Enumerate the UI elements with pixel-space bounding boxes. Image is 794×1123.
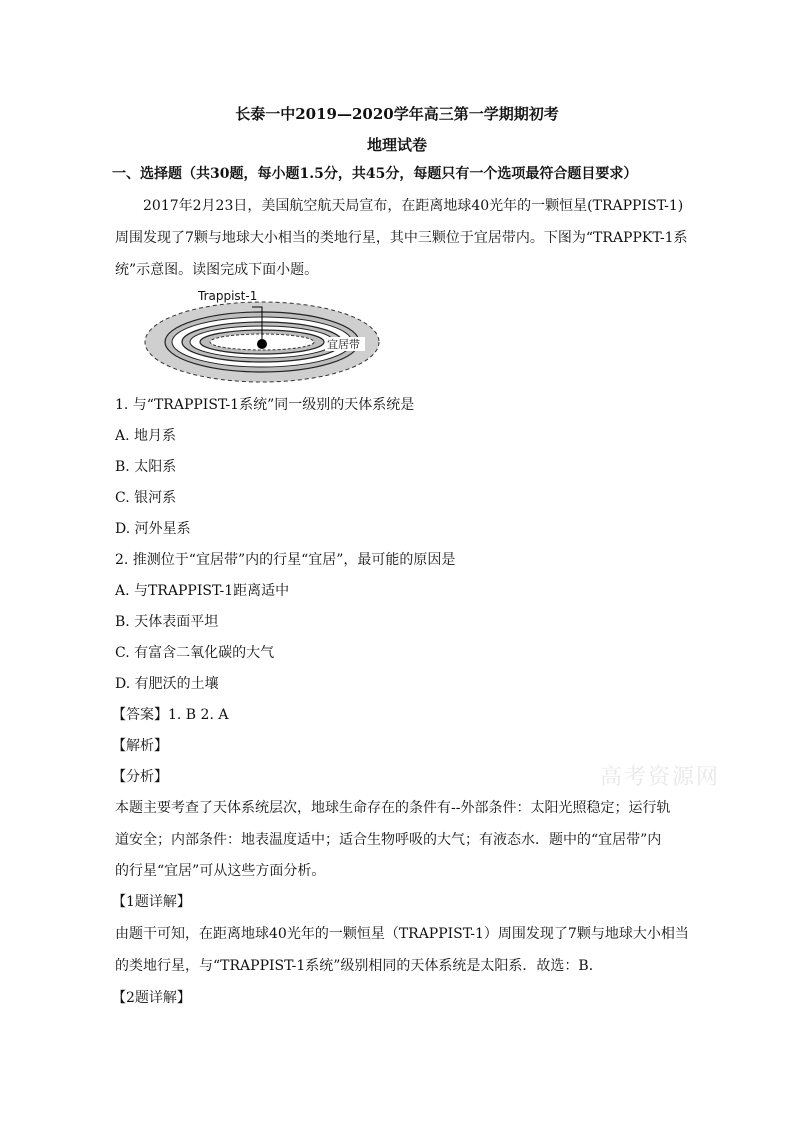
q2-stem: 2. 推测位于“宜居带”内的行星“宜居”，最可能的原因是 <box>115 552 456 568</box>
detail2-heading: 【2题详解】 <box>112 990 191 1006</box>
q1-stem: 1. 与“TRAPPIST-1系统”同一级别的天体系统是 <box>115 397 415 413</box>
answer-line: 【答案】1. B 2. A <box>112 707 229 723</box>
q1-option-b: B. 太阳系 <box>115 459 177 475</box>
q2-option-d: D. 有肥沃的土壤 <box>115 676 219 692</box>
section-heading: 一、选择题（共30题，每小题1.5分，共45分，每题只有一个选项最符合题目要求） <box>112 166 638 182</box>
passage-line-3: 统”示意图。读图完成下面小题。 <box>115 262 319 278</box>
q1-option-a: A. 地月系 <box>115 428 177 444</box>
habitable-zone-label: 宜居带 <box>327 338 360 351</box>
passage-line-2: 周围发现了7颗与地球大小相当的类地行星，其中三颗位于宜居带内。下图为“TRAPPKT-1系 <box>115 230 688 246</box>
q2-option-a: A. 与TRAPPIST-1距离适中 <box>115 583 290 599</box>
fenxi-heading: 【分析】 <box>112 769 168 785</box>
exam-title: 长泰一中2019—2020学年高三第一学期期初考 <box>235 105 559 123</box>
exam-subtitle: 地理试卷 <box>366 136 427 154</box>
passage-line-1: 2017年2月23日，美国航空航天局宣布，在距离地球40光年的一颗恒星(TRAPPIST-1) <box>143 198 684 214</box>
analysis-line-1: 本题主要考查了天体系统层次，地球生命存在的条件有--外部条件：太阳光照稳定；运行轨 <box>115 800 671 816</box>
trappist-diagram <box>140 285 390 385</box>
watermark: 高考资源网 <box>600 765 721 790</box>
analysis-line-2: 道安全；内部条件：地表温度适中；适合生物呼吸的大气；有液态水．题中的“宜居带”内 <box>115 832 662 848</box>
star-dot <box>257 339 267 349</box>
analysis-line-3: 的行星“宜居”可从这些方面分析。 <box>115 863 326 879</box>
jiexi-heading: 【解析】 <box>112 738 168 754</box>
detail1-line-2: 的类地行星，与“TRAPPIST-1系统”级别相同的天体系统是太阳系．故选：B． <box>115 958 603 974</box>
q1-option-c: C. 银河系 <box>115 490 177 506</box>
q1-option-d: D. 河外星系 <box>115 521 191 537</box>
star-label: Trappist-1 <box>198 289 258 303</box>
detail1-heading: 【1题详解】 <box>112 894 191 910</box>
q2-option-c: C. 有富含二氧化碳的大气 <box>115 645 275 661</box>
q2-option-b: B. 天体表面平坦 <box>115 614 219 630</box>
detail1-line-1: 由题干可知，在距离地球40光年的一颗恒星（TRAPPIST-1）周围发现了7颗与地球大小相当 <box>115 926 689 942</box>
